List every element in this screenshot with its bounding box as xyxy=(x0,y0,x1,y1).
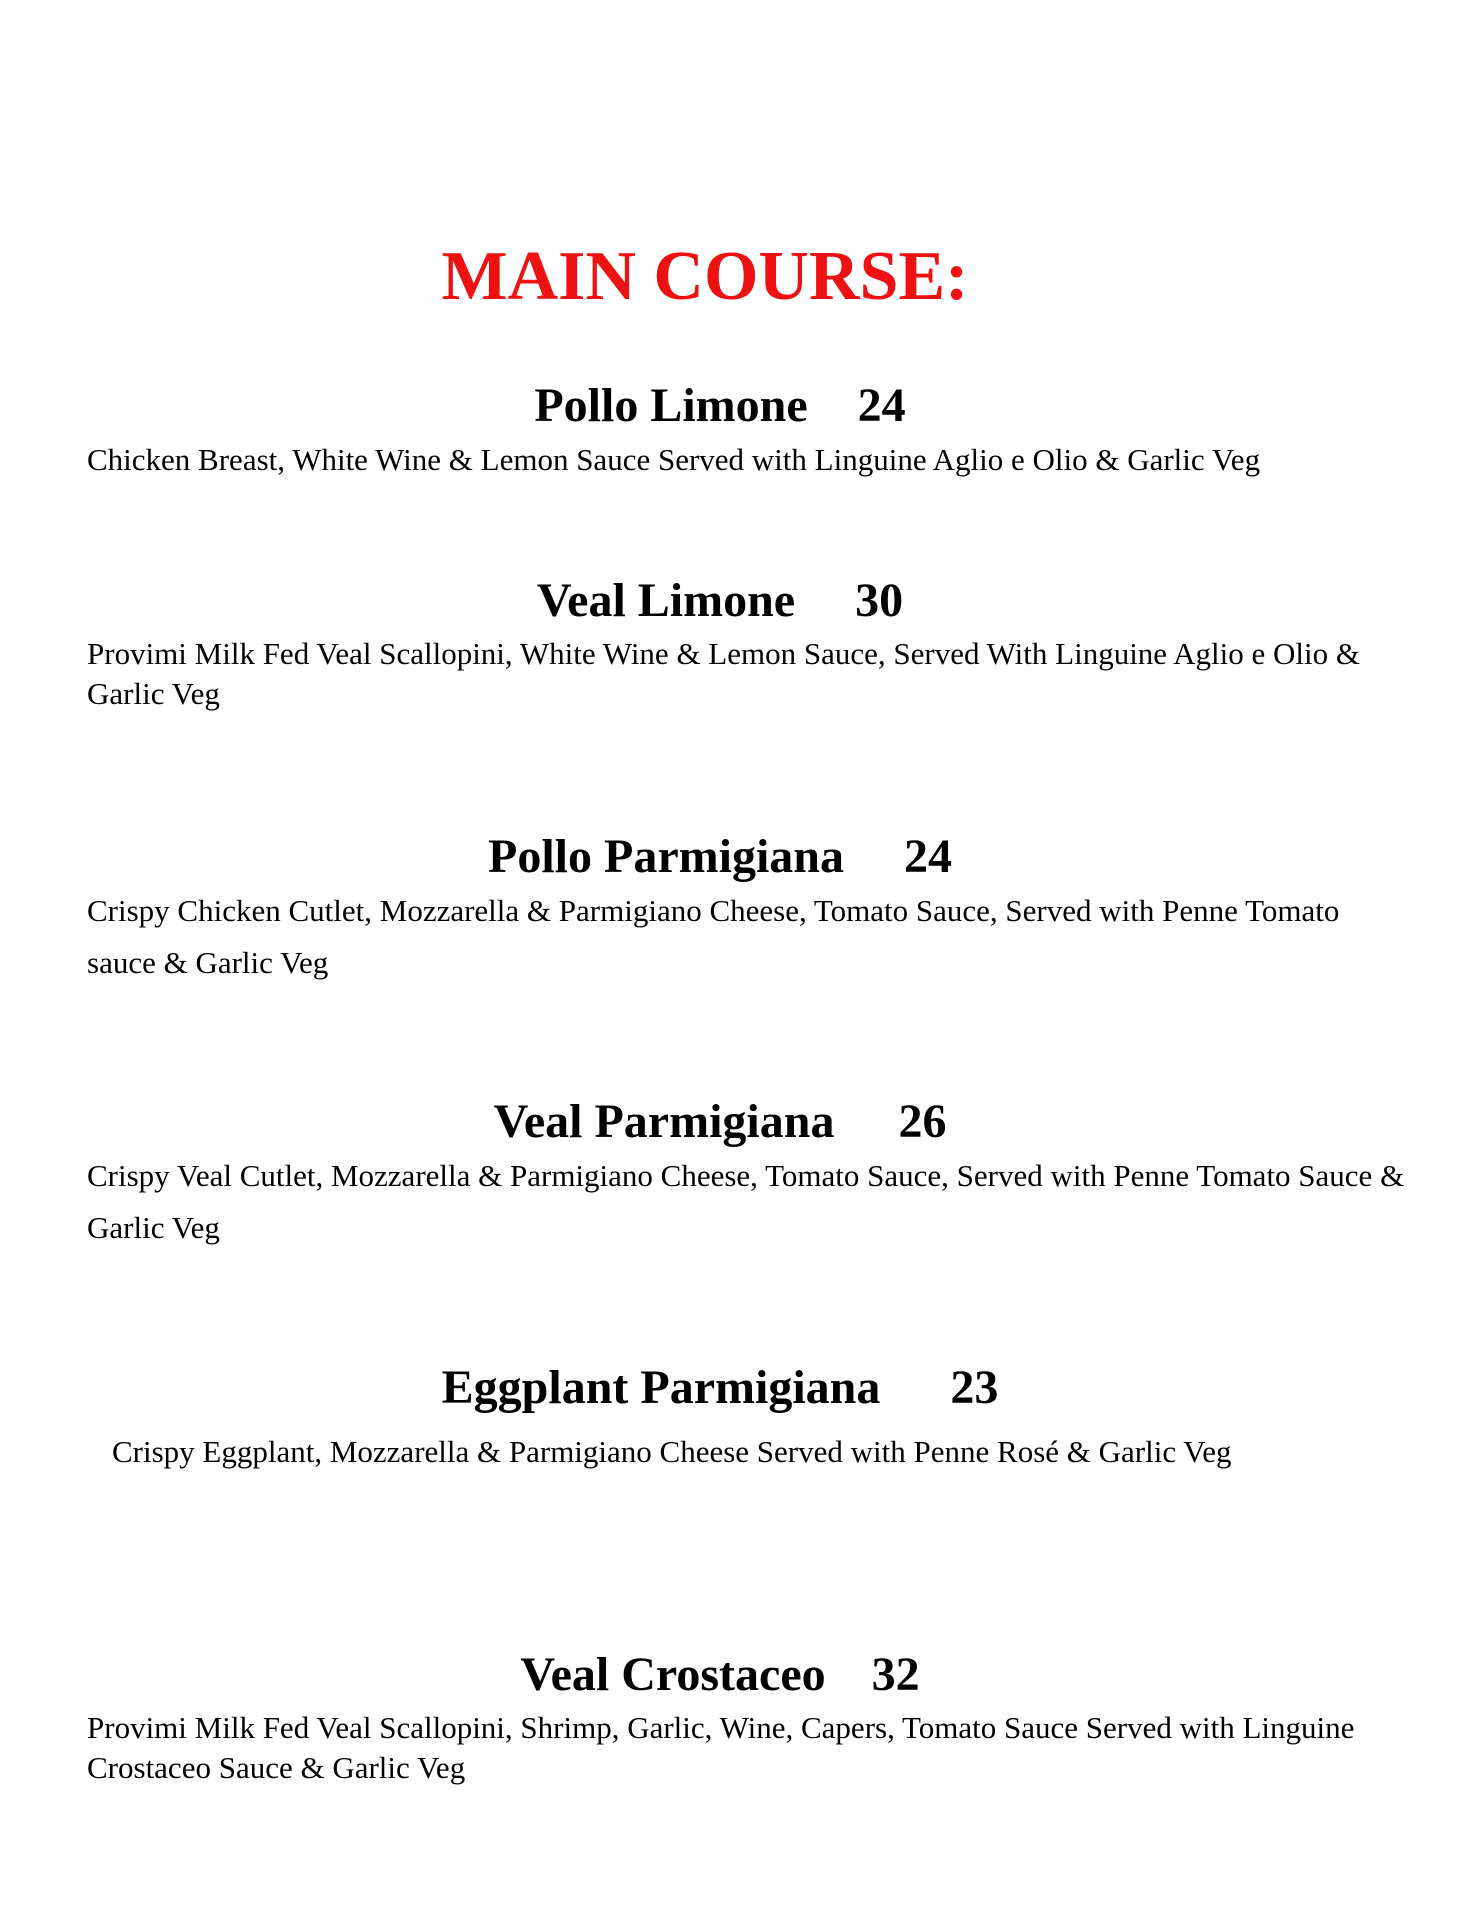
menu-item-name: Eggplant Parmigiana xyxy=(441,1361,881,1414)
menu-item-heading xyxy=(0,575,1440,628)
menu-item-description: Chicken Breast, White Wine & Lemon Sauce Served with Linguine Aglio e Olio & Garlic Veg xyxy=(87,442,1261,477)
menu-item-description: Crispy Eggplant, Mozzarella & Parmigiano Cheese Served with Penne Rosé & Garlic Veg xyxy=(112,1434,1232,1469)
page-title: MAIN COURSE: xyxy=(441,238,969,315)
menu-item-price: 32 xyxy=(871,1648,920,1701)
menu-item-description: Crispy Chicken Cutlet, Mozzarella & Parmigiano Cheese, Tomato Sauce, Served with Penne Tomato sauce & Garlic Veg xyxy=(87,893,1340,980)
menu-item-description: Provimi Milk Fed Veal Scallopini, Shrimp, Garlic, Wine, Capers, Tomato Sauce Served with Linguine Crostaceo Sauce & Garlic Veg xyxy=(87,1710,1355,1785)
menu-item-heading xyxy=(0,831,1440,884)
menu-item-name: Pollo Limone xyxy=(534,379,808,432)
menu-item-name: Veal Crostaceo xyxy=(520,1648,826,1701)
menu-item-description: Crispy Veal Cutlet, Mozzarella & Parmigiano Cheese, Tomato Sauce, Served with Penne Tomato Sauce & Garlic Veg xyxy=(87,1158,1405,1245)
menu-item-name: Pollo Parmigiana xyxy=(488,830,844,883)
menu-item-name: Veal Parmigiana xyxy=(493,1095,835,1148)
menu-item-heading xyxy=(0,380,1440,433)
menu-item-heading xyxy=(0,1649,1440,1702)
menu-item-heading xyxy=(0,1096,1440,1149)
menu-item-price: 26 xyxy=(898,1095,947,1148)
menu-item-price: 24 xyxy=(857,379,906,432)
menu-item-price: 23 xyxy=(950,1361,999,1414)
menu-item-price: 24 xyxy=(903,830,952,883)
menu-item-heading xyxy=(0,1362,1440,1415)
menu-item-description: Provimi Milk Fed Veal Scallopini, White Wine & Lemon Sauce, Served With Linguine Aglio e Olio & Garlic Veg xyxy=(87,636,1360,711)
menu-item-price: 30 xyxy=(855,574,904,627)
menu-item-name: Veal Limone xyxy=(536,574,796,627)
